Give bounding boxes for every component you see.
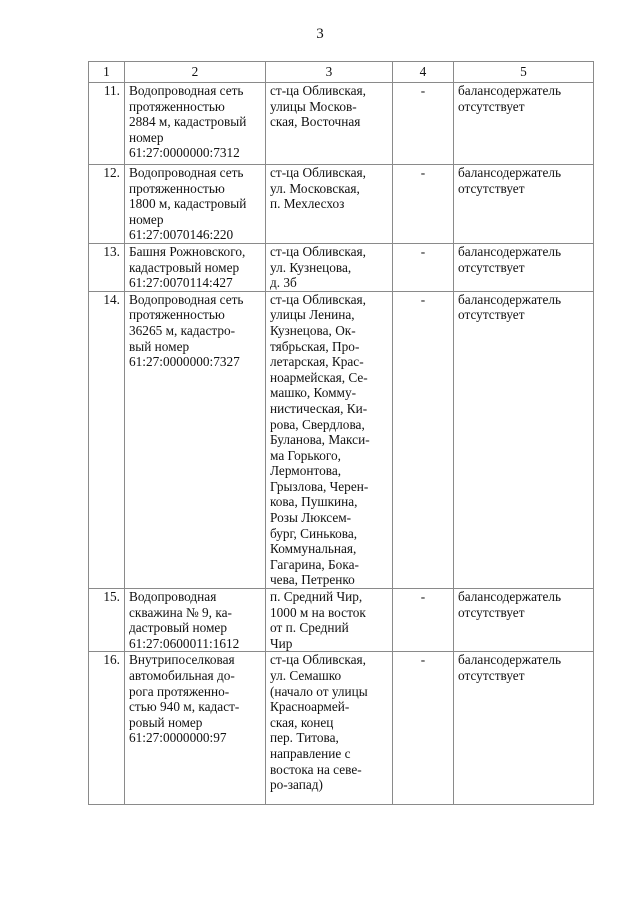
- balance-holder-line: балансодержатель: [458, 83, 562, 98]
- address-line: Красноармей-: [270, 699, 350, 715]
- table-row: [89, 589, 594, 652]
- address-line: Гагарина, Бока-: [270, 556, 359, 572]
- address-line: нистическая, Ки-: [270, 400, 368, 416]
- address-line: ская, Восточная: [270, 114, 361, 130]
- address-line: пер. Титова,: [270, 730, 339, 746]
- address-line: д. 3б: [270, 275, 297, 291]
- object-name-cell: [125, 165, 266, 244]
- row-number-cell: 15.: [89, 589, 125, 652]
- object-name-line: ровый номер: [129, 714, 203, 730]
- object-name-line: Водопроводная: [129, 589, 217, 605]
- address-line: ул. Московская,: [270, 180, 360, 196]
- column-header-3: 3: [266, 62, 393, 83]
- row-number-cell: 13.: [89, 243, 125, 291]
- address-line: ст-ца Обливская,: [270, 83, 366, 98]
- object-name-line: номер: [129, 211, 164, 227]
- object-name-line: стью 940 м, кадаст-: [129, 699, 240, 715]
- object-name-line: номер: [129, 129, 164, 145]
- address-line: Кузнецова, Ок-: [270, 322, 356, 338]
- address-line: рова, Свердлова,: [270, 416, 365, 432]
- object-name-cell: [125, 652, 266, 805]
- address-line: востока на севе-: [270, 761, 362, 777]
- address-cell: [266, 165, 393, 244]
- object-name-cell: [125, 589, 266, 652]
- address-cell: [266, 83, 393, 165]
- address-line: 1000 м на восток: [270, 604, 366, 620]
- balance-holder-line: балансодержатель: [458, 243, 562, 259]
- address-line: Буланова, Макси-: [270, 432, 370, 448]
- address-line: п. Мехлесхоз: [270, 196, 345, 212]
- balance-holder-cell: [454, 652, 594, 805]
- address-cell: [266, 243, 393, 291]
- object-name-line: 61:27:0070146:220: [129, 227, 234, 243]
- object-name-line: Башня Рожновского,: [129, 243, 246, 259]
- balance-holder-cell: [454, 83, 594, 165]
- address-line: ро-запад): [270, 777, 323, 793]
- address-cell: [266, 589, 393, 652]
- balance-holder-line: отсутствует: [458, 668, 525, 683]
- object-name-line: 2884 м, кадастровый: [129, 114, 247, 130]
- object-name-line: скважина № 9, ка-: [129, 604, 232, 620]
- balance-holder-line: отсутствует: [458, 259, 525, 275]
- address-line: Лермонтова,: [270, 463, 342, 479]
- column-4-cell: -: [393, 165, 454, 244]
- address-line: Чир: [270, 635, 293, 651]
- column-header-4: 4: [393, 62, 454, 83]
- object-name-line: протяженностью: [129, 180, 225, 196]
- address-line: летарская, Крас-: [270, 354, 364, 370]
- column-header-1: 1: [89, 62, 125, 83]
- object-name-line: 61:27:0000000:97: [129, 730, 227, 746]
- table-row: [89, 165, 594, 244]
- balance-holder-line: балансодержатель: [458, 291, 562, 307]
- balance-holder-line: балансодержатель: [458, 589, 562, 605]
- address-line: Грызлова, Черен-: [270, 478, 369, 494]
- row-number-cell: 12.: [89, 165, 125, 244]
- object-name-line: 61:27:0600011:1612: [129, 635, 240, 651]
- column-4-cell: -: [393, 291, 454, 588]
- balance-holder-line: балансодержатель: [458, 165, 562, 180]
- balance-holder-line: отсутствует: [458, 98, 525, 114]
- object-name-line: автомобильная до-: [129, 668, 235, 683]
- object-name-cell: [125, 243, 266, 291]
- column-4-cell: -: [393, 243, 454, 291]
- address-cell: [266, 291, 393, 588]
- address-line: направление с: [270, 745, 351, 761]
- row-number-cell: 11.: [89, 83, 125, 165]
- object-name-line: вый номер: [129, 338, 190, 354]
- object-name-cell: [125, 291, 266, 588]
- row-number-cell: 14.: [89, 291, 125, 588]
- address-line: Розы Люксем-: [270, 510, 352, 526]
- address-line: кова, Пушкина,: [270, 494, 358, 510]
- address-line: Коммунальная,: [270, 541, 357, 557]
- property-registry-table: [88, 61, 594, 805]
- address-line: чева, Петренко: [270, 572, 355, 588]
- address-line: ма Горького,: [270, 447, 341, 463]
- address-line: улицы Москов-: [270, 98, 357, 114]
- object-name-line: 61:27:0000000:7312: [129, 145, 240, 161]
- object-name-line: 61:27:0000000:7327: [129, 354, 240, 370]
- object-name-line: протяженностью: [129, 98, 225, 114]
- address-line: машко, Комму-: [270, 385, 357, 401]
- object-name-line: кадастровый номер: [129, 259, 240, 275]
- address-cell: [266, 652, 393, 805]
- balance-holder-cell: [454, 291, 594, 588]
- object-name-line: 1800 м, кадастровый: [129, 196, 247, 212]
- balance-holder-cell: [454, 243, 594, 291]
- balance-holder-line: отсутствует: [458, 180, 525, 196]
- page-number: 3: [316, 26, 324, 42]
- object-name-line: протяженностью: [129, 307, 225, 323]
- object-name-line: Водопроводная сеть: [129, 291, 244, 307]
- object-name-line: Водопроводная сеть: [129, 165, 244, 180]
- object-name-line: рога протяженно-: [129, 683, 230, 699]
- address-line: ская, конец: [270, 714, 334, 730]
- address-line: ст-ца Обливская,: [270, 165, 366, 180]
- balance-holder-line: балансодержатель: [458, 652, 562, 668]
- object-name-line: 61:27:0070114:427: [129, 275, 233, 291]
- object-name-line: Водопроводная сеть: [129, 83, 244, 98]
- address-line: (начало от улицы: [270, 683, 368, 699]
- address-line: бург, Синькова,: [270, 525, 358, 541]
- table-row: [89, 243, 594, 291]
- address-line: улицы Ленина,: [270, 307, 355, 323]
- address-line: ул. Семашко: [270, 668, 342, 683]
- address-line: ноармейская, Се-: [270, 369, 368, 385]
- column-4-cell: -: [393, 83, 454, 165]
- object-name-line: Внутрипоселковая: [129, 652, 235, 668]
- row-number-cell: 16.: [89, 652, 125, 805]
- address-line: ст-ца Обливская,: [270, 291, 366, 307]
- object-name-line: дастровый номер: [129, 620, 227, 636]
- address-line: п. Средний Чир,: [270, 589, 363, 605]
- address-line: тябрьская, Про-: [270, 338, 360, 354]
- address-line: ст-ца Обливская,: [270, 243, 366, 259]
- balance-holder-line: отсутствует: [458, 307, 525, 323]
- table-row: [89, 291, 594, 588]
- column-header-5: 5: [454, 62, 594, 83]
- table-row: [89, 83, 594, 165]
- object-name-line: 36265 м, кадастро-: [129, 322, 236, 338]
- column-header-2: 2: [125, 62, 266, 83]
- address-line: ст-ца Обливская,: [270, 652, 366, 668]
- column-4-cell: -: [393, 589, 454, 652]
- column-4-cell: -: [393, 652, 454, 805]
- address-line: от п. Средний: [270, 620, 349, 636]
- balance-holder-line: отсутствует: [458, 604, 525, 620]
- balance-holder-cell: [454, 589, 594, 652]
- address-line: ул. Кузнецова,: [270, 259, 352, 275]
- balance-holder-cell: [454, 165, 594, 244]
- table-row: [89, 652, 594, 805]
- object-name-cell: [125, 83, 266, 165]
- table-header-row: [89, 62, 594, 83]
